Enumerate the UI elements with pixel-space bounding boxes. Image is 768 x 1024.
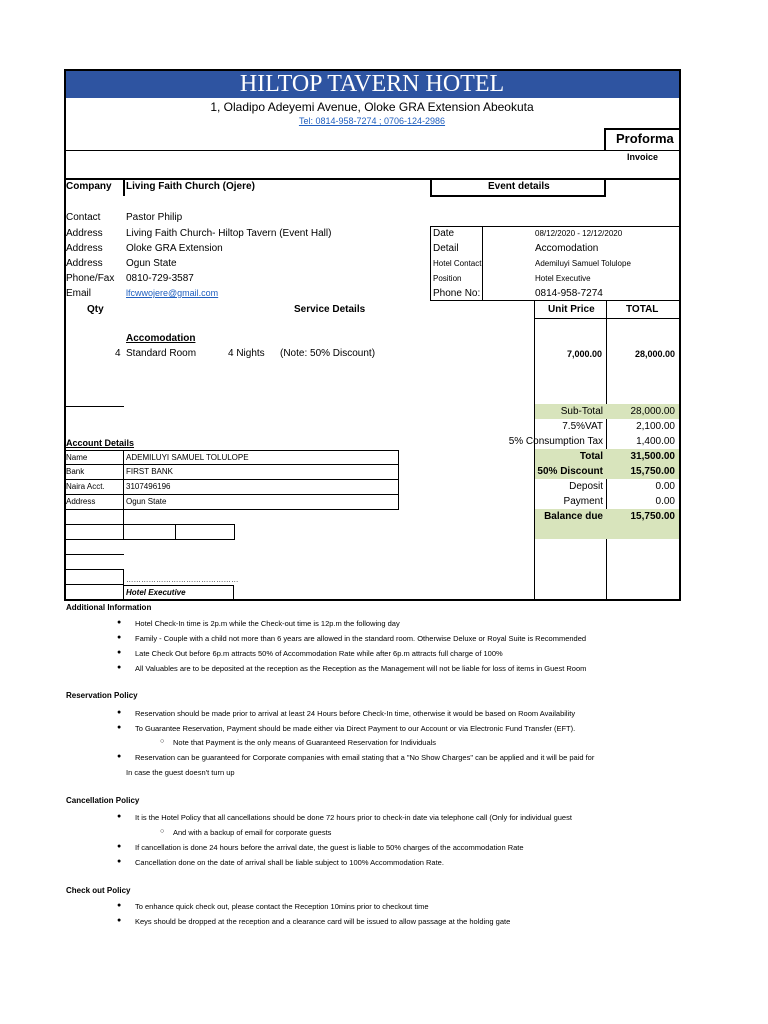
client-label-address1: Address: [66, 228, 103, 239]
policy-additional-item-2: Late Check Out before 6p.m attracts 50% of Accommodation Rate while after 6p.m attracts full charge of 100%: [135, 649, 503, 658]
grid-line-e: [65, 584, 124, 585]
client-label-address2: Address: [66, 243, 103, 254]
event-label-phone: Phone No:: [433, 288, 481, 299]
totals-label-discount: 50% Discount: [537, 466, 603, 477]
event-label-hotel-contact: Hotel Contact: [433, 259, 482, 268]
event-value-position: Hotel Executive: [535, 274, 591, 283]
account-value-acct: 3107496196: [126, 482, 171, 491]
event-box-left: [430, 226, 431, 300]
event-details-label: Event details: [488, 181, 550, 192]
col-qty: Qty: [87, 304, 104, 315]
client-value-address2: Oloke GRA Extension: [126, 243, 223, 254]
policy-cancellation-item-3: Cancellation done on the date of arrival shall be liable subject to 100% Accommodation Rate.: [135, 858, 444, 867]
account-line-0: [65, 450, 399, 451]
bullet-icon: ●: [117, 724, 122, 731]
policy-cancellation-item-2: If cancellation is done 24 hours before the arrival date, the guest is liable to 50% charges of the accommodation Rate: [135, 843, 524, 852]
proforma-top-line: [604, 128, 681, 130]
account-right: [398, 450, 399, 509]
policy-title-cancellation: Cancellation Policy: [66, 796, 140, 805]
policy-checkout-item-0: To enhance quick check out, please contact the Reception 10mins prior to checkout time: [135, 902, 429, 911]
bullet-icon: ●: [117, 843, 122, 850]
account-value-address: Ogun State: [126, 497, 167, 506]
client-email-link[interactable]: lfcwwojere@gmail.com: [126, 288, 219, 298]
bullet-icon: ●: [117, 813, 122, 820]
grid-line-d: [65, 569, 124, 570]
event-box-bottom: [430, 300, 680, 301]
totals-value-discount: 15,750.00: [630, 466, 675, 477]
proforma-left-line: [604, 128, 606, 150]
account-line-3: [65, 494, 399, 495]
company-sep: [123, 178, 125, 196]
frame-top: [64, 69, 681, 71]
col-unit-price: Unit Price: [548, 304, 595, 315]
item-desc: Standard Room: [126, 348, 197, 359]
totals-label-balance: Balance due: [544, 511, 603, 522]
event-right-sep: [604, 178, 606, 196]
event-value-hotel-contact: Ademiluyi Samuel Tolulope: [535, 259, 631, 268]
totals-value-balance: 15,750.00: [630, 511, 675, 522]
totals-label-payment: Payment: [563, 496, 603, 507]
account-value-bank: FIRST BANK: [126, 467, 173, 476]
event-value-phone: 0814-958-7274: [535, 288, 603, 299]
policy-reservation-item-3-cont: In case the guest doesn't turn up: [126, 768, 235, 777]
account-value-name: ADEMILUYI SAMUEL TOLULOPE: [126, 453, 249, 462]
table-header-line: [534, 318, 680, 319]
account-label-acct: Naira Acct.: [66, 482, 105, 491]
totals-value-subtotal: 28,000.00: [630, 406, 675, 417]
account-label-address: Address: [66, 497, 96, 506]
signature-dots: ………………………………………: [126, 575, 239, 584]
totals-label-vat: 7.5%VAT: [562, 421, 603, 432]
bullet-icon: ●: [117, 753, 122, 760]
totals-value-deposit: 0.00: [655, 481, 675, 492]
bullet-icon: ●: [117, 634, 122, 641]
company-row-bottom: [430, 195, 606, 197]
client-value-contact: Pastor Philip: [126, 212, 183, 223]
header-divider: [65, 150, 680, 151]
item-unit-price: 7,000.00: [566, 349, 602, 359]
bullet-icon: ●: [117, 709, 122, 716]
client-label-email: Email: [66, 288, 92, 299]
client-value-address1: Living Faith Church- Hiltop Tavern (Event Hall): [126, 228, 332, 239]
account-line-1: [65, 464, 399, 465]
account-label-bank: Bank: [66, 467, 85, 476]
policy-additional-item-3: All Valuables are to be deposited at the reception as the Reception as the Management will not be liable for loss of items in Guest Room: [135, 664, 587, 673]
hotel-address: 1, Oladipo Adeyemi Avenue, Oloke GRA Extension Abeokuta: [210, 100, 534, 114]
client-label-phone: Phone/Fax: [66, 273, 115, 284]
totals-value-payment: 0.00: [655, 496, 675, 507]
policy-reservation-item-2: Note that Payment is the only means of Guaranteed Reservation for Individuals: [173, 738, 437, 747]
company-row-top: [65, 178, 680, 180]
sub-bullet-icon: ○: [160, 738, 165, 745]
event-label-detail: Detail: [433, 243, 459, 254]
company-label: Company: [66, 181, 112, 192]
policy-checkout-item-1: Keys should be dropped at the reception and a clearance card will be issued to allow passage at the holding gate: [135, 917, 511, 926]
grid-line-a: [65, 524, 235, 525]
totals-label-consumption: 5% Consumption Tax: [508, 436, 603, 447]
bullet-icon: ●: [117, 619, 122, 626]
company-name: Living Faith Church (Ojere): [126, 181, 255, 192]
totals-label-subtotal: Sub-Total: [560, 406, 603, 417]
doc-subtype: Invoice: [627, 152, 659, 162]
item-nights: 4 Nights: [228, 348, 265, 359]
totals-label-total: Total: [579, 451, 603, 462]
doc-type: Proforma: [616, 131, 674, 146]
account-line-2: [65, 479, 399, 480]
policy-cancellation-item-1: And with a backup of email for corporate guests: [173, 828, 332, 837]
policy-additional-item-1: Family - Couple with a child not more than 6 years are allowed in the standard room. Otherwise Deluxe or Royal Suite is Recommended: [135, 634, 587, 643]
account-label-name: Name: [66, 453, 88, 462]
signature-line: [123, 585, 233, 586]
grid-line-b: [65, 539, 235, 540]
grid-v-a: [123, 509, 124, 539]
event-box-mid: [482, 226, 483, 300]
account-line-4: [65, 509, 399, 510]
event-label-position: Position: [433, 274, 462, 283]
grid-v-b: [175, 524, 176, 539]
policy-title-additional: Additional Information: [66, 603, 152, 612]
sub-bullet-icon: ○: [160, 828, 165, 835]
client-label-address3: Address: [66, 258, 103, 269]
company-right-sep: [430, 178, 432, 196]
client-value-address3: Ogun State: [126, 258, 177, 269]
totals-value-total: 31,500.00: [630, 451, 675, 462]
signature-title: Hotel Executive: [126, 588, 186, 597]
bullet-icon: ●: [117, 917, 122, 924]
hotel-tel[interactable]: Tel: 0814-958-7274 ; 0706-124-2986: [298, 116, 446, 126]
policy-additional-item-0: Hotel Check-In time is 2p.m while the Check-out time is 12p.m the following day: [135, 619, 400, 628]
policy-reservation-item-3: Reservation can be guaranteed for Corporate companies with email stating that a "No Show Charges" can be applied and it will be paid for: [135, 753, 595, 762]
item-qty: 4: [115, 348, 121, 359]
signature-right: [233, 585, 234, 600]
policy-reservation-item-0: Reservation should be made prior to arrival at least 24 Hours before Check-In time, otherwise it would be based on Room Availability: [135, 709, 576, 718]
event-box-top: [430, 226, 680, 227]
event-value-detail: Accomodation: [535, 243, 599, 254]
bullet-icon: ●: [117, 902, 122, 909]
totals-label-deposit: Deposit: [569, 481, 603, 492]
client-label-contact: Contact: [66, 212, 101, 223]
event-value-date: 08/12/2020 - 12/12/2020: [535, 229, 623, 238]
item-note: (Note: 50% Discount): [280, 348, 376, 359]
bullet-icon: ●: [117, 664, 122, 671]
hotel-name: HILTOP TAVERN HOTEL: [239, 71, 505, 97]
col-service: Service Details: [294, 304, 366, 315]
bullet-icon: ●: [117, 858, 122, 865]
account-col-sep: [123, 450, 124, 509]
bullet-icon: ●: [117, 649, 122, 656]
qty-separator: [65, 406, 124, 407]
totals-value-vat: 2,100.00: [636, 421, 675, 432]
grid-line-c: [65, 554, 124, 555]
policy-title-checkout: Check out Policy: [66, 886, 131, 895]
event-label-date: Date: [433, 228, 455, 239]
item-total: 28,000.00: [634, 349, 675, 359]
section-title: Accomodation: [126, 333, 196, 344]
policy-cancellation-item-0: It is the Hotel Policy that all cancellations should be done 72 hours prior to check-in date via telephone call (Only for individual guest: [135, 813, 572, 822]
totals-value-consumption: 1,400.00: [636, 436, 675, 447]
policy-title-reservation: Reservation Policy: [66, 691, 138, 700]
client-value-phone: 0810-729-3587: [126, 273, 194, 284]
col-total: TOTAL: [626, 304, 659, 315]
account-title: Account Details: [66, 438, 135, 448]
frame-bottom: [64, 599, 681, 601]
policy-reservation-item-1: To Guarantee Reservation, Payment should be made either via Direct Payment to our Account or via Electronic Fund Transfer (EFT).: [135, 724, 576, 733]
grid-v-c: [234, 524, 235, 539]
